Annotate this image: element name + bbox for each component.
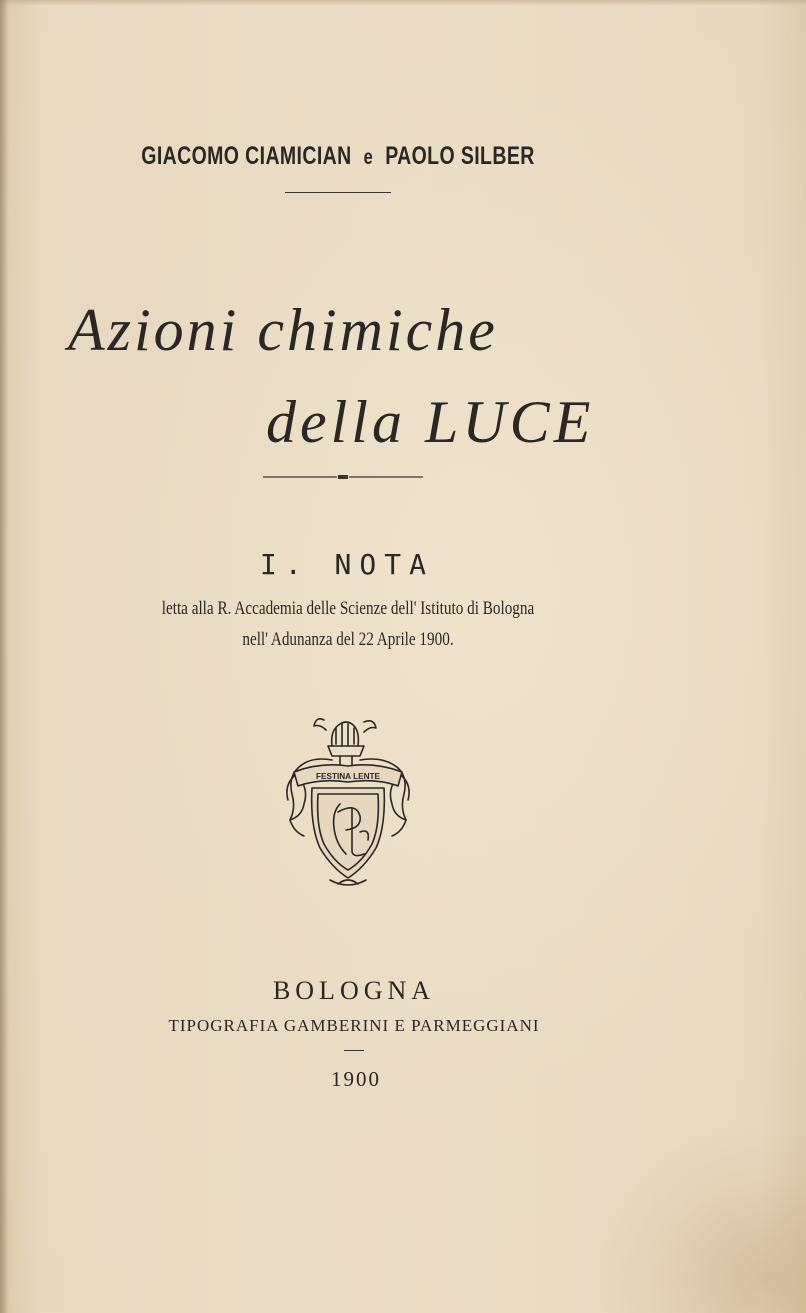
paper-stain [586, 1123, 806, 1313]
title-line-2: della LUCE [266, 389, 595, 455]
author-second: PAOLO SILBER [385, 142, 535, 170]
subtitle-nota: I. NOTA [259, 548, 434, 581]
author-first: GIACOMO CIAMICIAN [141, 142, 352, 170]
imprint-year: 1900 [331, 1067, 381, 1091]
imprint-city: BOLOGNA [272, 976, 436, 1005]
authors-divider [285, 192, 391, 193]
read-at-line-2: nell' Adunanza del 22 Aprile 1900. [242, 629, 454, 650]
page-top-edge [0, 0, 806, 6]
authors-line [74, 142, 601, 171]
printer-crest-emblem-icon [280, 716, 416, 890]
author-conjunction: e [363, 146, 374, 169]
imprint-printer: TIPOGRAFIA GAMBERINI E PARMEGGIANI [168, 1016, 540, 1035]
page-binding-edge [0, 0, 8, 1313]
read-at-line-1: letta alla R. Accademia delle Scienze dell' Istituto di Bologna [161, 598, 535, 619]
emblem-motto: FESTINA LENTE [316, 772, 381, 781]
imprint-dash [344, 1050, 364, 1051]
title-ornament-rule [263, 471, 423, 483]
title-line-1: Azioni chimiche [68, 297, 498, 363]
